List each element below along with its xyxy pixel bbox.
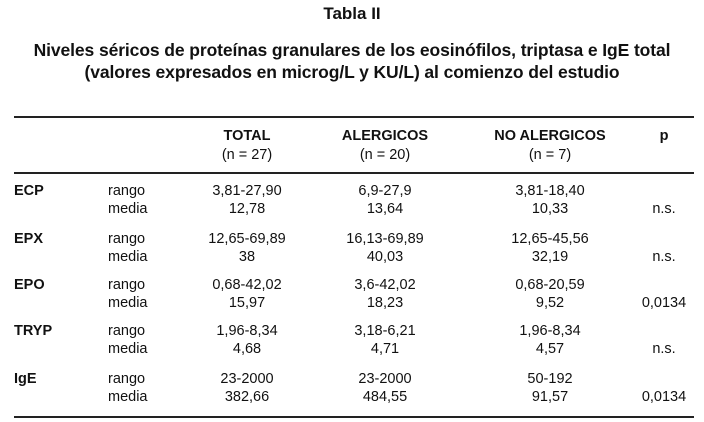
cell-ige-rango: 23-2000 [358, 371, 412, 387]
cell-epx-media: 38 [238, 249, 256, 265]
col-header-no-alergicos: NO ALERGICOS [494, 128, 606, 144]
row-label-rango: rango [108, 371, 146, 387]
cell-tryp-rango: 3,18-6,21 [354, 323, 416, 339]
cell-ecp-media: 12,78 [228, 201, 266, 217]
header-rule [14, 172, 694, 174]
cell-ecp-rango: 6,9-27,9 [358, 183, 412, 199]
caption-line-2: (valores expresados en microg/L y KU/L) al comienzo del estudio [84, 62, 620, 82]
param-epo: EPO [14, 277, 45, 293]
cell-epo-rango: 3,6-42,02 [354, 277, 416, 293]
cell-ecp-rango: 3,81-27,90 [212, 183, 282, 199]
cell-tryp-media: 4,71 [370, 341, 400, 357]
cell-epx-rango: 16,13-69,89 [346, 231, 424, 247]
row-label-media: media [108, 295, 148, 311]
top-rule [14, 116, 694, 118]
cell-ige-p: 0,0134 [641, 389, 687, 405]
cell-epo-media: 15,97 [228, 295, 266, 311]
table-caption [0, 39, 704, 83]
row-label-media: media [108, 201, 148, 217]
col-sub-alergicos: (n = 20) [359, 147, 411, 163]
row-label-media: media [108, 249, 148, 265]
param-ige: IgE [14, 371, 37, 387]
cell-epo-rango: 0,68-20,59 [515, 277, 585, 293]
table-label: Tabla II [323, 4, 381, 23]
col-sub-total: (n = 27) [221, 147, 273, 163]
col-header-alergicos: ALERGICOS [341, 128, 429, 144]
row-label-media: media [108, 389, 148, 405]
col-header-p: p [659, 128, 669, 144]
cell-epx-rango: 12,65-45,56 [511, 231, 589, 247]
row-label-rango: rango [108, 277, 146, 293]
cell-ecp-media: 10,33 [531, 201, 569, 217]
cell-epo-media: 9,52 [535, 295, 565, 311]
cell-tryp-p: n.s. [652, 341, 676, 357]
cell-epx-media: 40,03 [366, 249, 404, 265]
cell-tryp-media: 4,57 [535, 341, 565, 357]
cell-epo-p: 0,0134 [641, 295, 687, 311]
cell-ige-media: 484,55 [362, 389, 408, 405]
param-ecp: ECP [14, 183, 44, 199]
row-label-rango: rango [108, 323, 146, 339]
cell-ige-media: 91,57 [531, 389, 569, 405]
cell-epo-media: 18,23 [366, 295, 404, 311]
cell-ecp-rango: 3,81-18,40 [515, 183, 585, 199]
cell-ige-rango: 50-192 [527, 371, 573, 387]
cell-epx-media: 32,19 [531, 249, 569, 265]
row-label-rango: rango [108, 183, 146, 199]
col-header-total: TOTAL [223, 128, 271, 144]
cell-tryp-rango: 1,96-8,34 [519, 323, 581, 339]
cell-ige-rango: 23-2000 [220, 371, 274, 387]
param-epx: EPX [14, 231, 44, 247]
caption-line-1: Niveles séricos de proteínas granulares de los eosinófilos, triptasa e IgE total [33, 40, 671, 60]
param-tryp: TRYP [14, 323, 53, 339]
cell-tryp-media: 4,68 [232, 341, 262, 357]
bottom-rule [14, 416, 694, 418]
cell-epo-rango: 0,68-42,02 [212, 277, 282, 293]
cell-epx-p: n.s. [652, 249, 676, 265]
cell-ecp-media: 13,64 [366, 201, 404, 217]
row-label-media: media [108, 341, 148, 357]
row-label-rango: rango [108, 231, 146, 247]
cell-epx-rango: 12,65-69,89 [208, 231, 286, 247]
col-sub-no-alergicos: (n = 7) [528, 147, 572, 163]
cell-tryp-rango: 1,96-8,34 [216, 323, 278, 339]
cell-ige-media: 382,66 [224, 389, 270, 405]
cell-ecp-p: n.s. [652, 201, 676, 217]
